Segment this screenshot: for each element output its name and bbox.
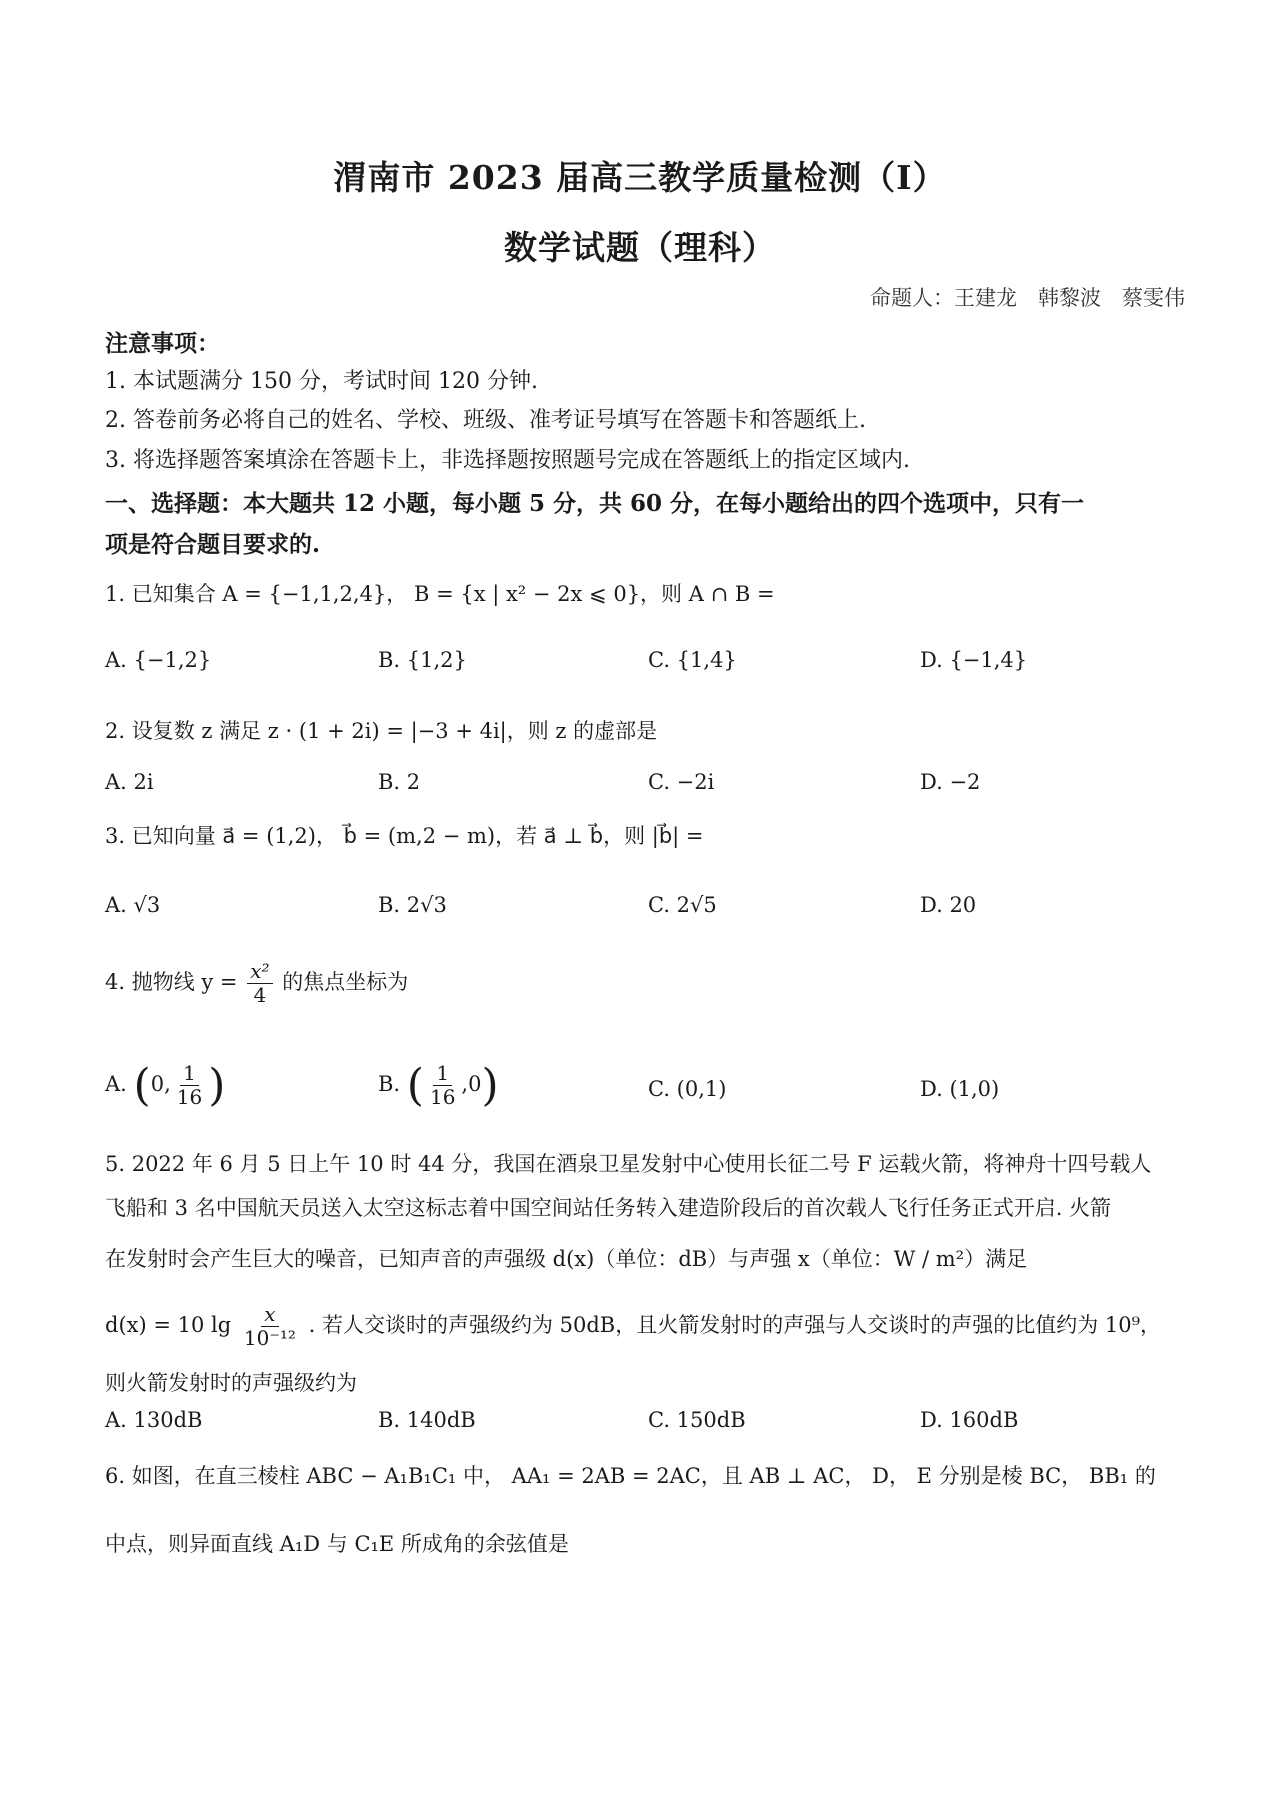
notice-item-1: 1. 本试题满分 150 分，考试时间 120 分钟. bbox=[105, 369, 538, 394]
q4-option-b-num: 1 bbox=[433, 1062, 452, 1086]
question-6-line-1: 6. 如图，在直三棱柱 ABC − A₁B₁C₁ 中， AA₁ = 2AB = 2AC，且 AB ⊥ AC， D， E 分别是棱 BC， BB₁ 的 bbox=[105, 1464, 1156, 1488]
q1-option-d: D. {−1,4} bbox=[920, 648, 1028, 672]
exam-title: 渭南市 2023 届高三教学质量检测（Ⅰ） bbox=[333, 158, 947, 197]
q4-option-c: C. (0,1) bbox=[648, 1077, 727, 1101]
q3-option-d: D. 20 bbox=[920, 893, 977, 917]
question-6-line-2: 中点，则异面直线 A₁D 与 C₁E 所成角的余弦值是 bbox=[105, 1532, 569, 1556]
question-5-line-4 bbox=[105, 1303, 1161, 1350]
q2-option-c: C. −2i bbox=[648, 770, 715, 794]
question-4-stem bbox=[105, 960, 408, 1007]
notice-heading: 注意事项： bbox=[105, 330, 220, 357]
section-heading-line-2: 项是符合题目要求的. bbox=[105, 531, 321, 558]
q5-formula-pre: d(x) = 10 lg bbox=[105, 1313, 232, 1337]
question-5-line-1: 5. 2022 年 6 月 5 日上午 10 时 44 分，我国在酒泉卫星发射中心使用长征二号 F 运载火箭，将神舟十四号载人 bbox=[105, 1152, 1152, 1176]
q4-fraction bbox=[247, 960, 272, 1007]
q4-option-b-tail: ,0 bbox=[461, 1072, 482, 1096]
q4-frac-num: x² bbox=[247, 960, 272, 984]
q5-frac-num: x bbox=[261, 1303, 278, 1327]
q4-option-b-frac bbox=[427, 1062, 458, 1109]
q1-option-a: A. {−1,2} bbox=[105, 648, 212, 672]
q4-option-a-lead: 0, bbox=[150, 1072, 171, 1096]
q2-option-b: B. 2 bbox=[378, 770, 421, 794]
q4-option-b: B. ( $\frac{1}{16}$ ,0) bbox=[378, 1060, 499, 1111]
q1-option-c: C. {1,4} bbox=[648, 648, 737, 672]
q3-option-a: A. √3 bbox=[105, 893, 161, 917]
q2-option-a: A. 2i bbox=[105, 770, 154, 794]
section-heading-line-1: 一、选择题：本大题共 12 小题，每小题 5 分，共 60 分，在每小题给出的四个选项中，只有一 bbox=[105, 490, 1085, 517]
q5-option-a: A. 130dB bbox=[105, 1408, 203, 1432]
q5-option-c: C. 150dB bbox=[648, 1408, 746, 1432]
q3-option-c: C. 2√5 bbox=[648, 893, 717, 917]
question-5-line-2: 飞船和 3 名中国航天员送入太空这标志着中国空间站任务转入建造阶段后的首次载人飞行任务正式开启. 火箭 bbox=[105, 1196, 1112, 1220]
q5-formula-frac bbox=[241, 1303, 299, 1350]
q5-option-d: D. 160dB bbox=[920, 1408, 1019, 1432]
authors-line: 命题人：王建龙 韩黎波 蔡雯伟 bbox=[870, 286, 1185, 310]
q5-option-b: B. 140dB bbox=[378, 1408, 476, 1432]
notice-item-3: 3. 将选择题答案填涂在答题卡上，非选择题按照题号完成在答题纸上的指定区域内. bbox=[105, 448, 910, 473]
q4-option-a: A. (0, $\frac{1}{16}$ ) bbox=[105, 1060, 226, 1111]
q5-formula-post: . 若人交谈时的声强级约为 50dB，且火箭发射时的声强与人交谈时的声强的比值约为 10⁹， bbox=[308, 1313, 1162, 1337]
q1-option-b: B. {1,2} bbox=[378, 648, 467, 672]
question-3-stem: 3. 已知向量 a⃗ = (1,2)， b⃗ = (m,2 − m)，若 a⃗ ⊥ b⃗，则 |b⃗| = bbox=[105, 824, 704, 848]
q3-option-b: B. 2√3 bbox=[378, 893, 447, 917]
question-5-line-5: 则火箭发射时的声强级约为 bbox=[105, 1371, 357, 1395]
question-1-stem: 1. 已知集合 A = {−1,1,2,4}， B = {x | x² − 2x ⩽ 0}，则 A ∩ B = bbox=[105, 582, 775, 606]
q4-option-a-label: A. bbox=[105, 1072, 127, 1096]
q4-option-a-frac bbox=[174, 1062, 205, 1109]
q4-option-b-den: 16 bbox=[429, 1085, 456, 1109]
notice-item-2: 2. 答卷前务必将自己的姓名、学校、班级、准考证号填写在答题卡和答题纸上. bbox=[105, 408, 866, 433]
q4-option-b-label: B. bbox=[378, 1072, 401, 1096]
q4-option-d: D. (1,0) bbox=[920, 1077, 1000, 1101]
q4-stem-pre: 4. 抛物线 y = bbox=[105, 970, 238, 994]
q4-stem-post: 的焦点坐标为 bbox=[282, 970, 409, 994]
question-2-stem: 2. 设复数 z 满足 z · (1 + 2i) = |−3 + 4i|，则 z 的虚部是 bbox=[105, 719, 658, 743]
q4-option-a-num: 1 bbox=[180, 1062, 199, 1086]
exam-subtitle: 数学试题（理科） bbox=[504, 228, 776, 267]
q2-option-d: D. −2 bbox=[920, 770, 981, 794]
q4-frac-den: 4 bbox=[253, 983, 267, 1007]
question-5-line-3: 在发射时会产生巨大的噪音，已知声音的声强级 d(x)（单位：dB）与声强 x（单位：W / m²）满足 bbox=[105, 1247, 1028, 1271]
q5-frac-den: 10⁻¹² bbox=[243, 1326, 296, 1350]
q4-option-a-den: 16 bbox=[176, 1085, 203, 1109]
